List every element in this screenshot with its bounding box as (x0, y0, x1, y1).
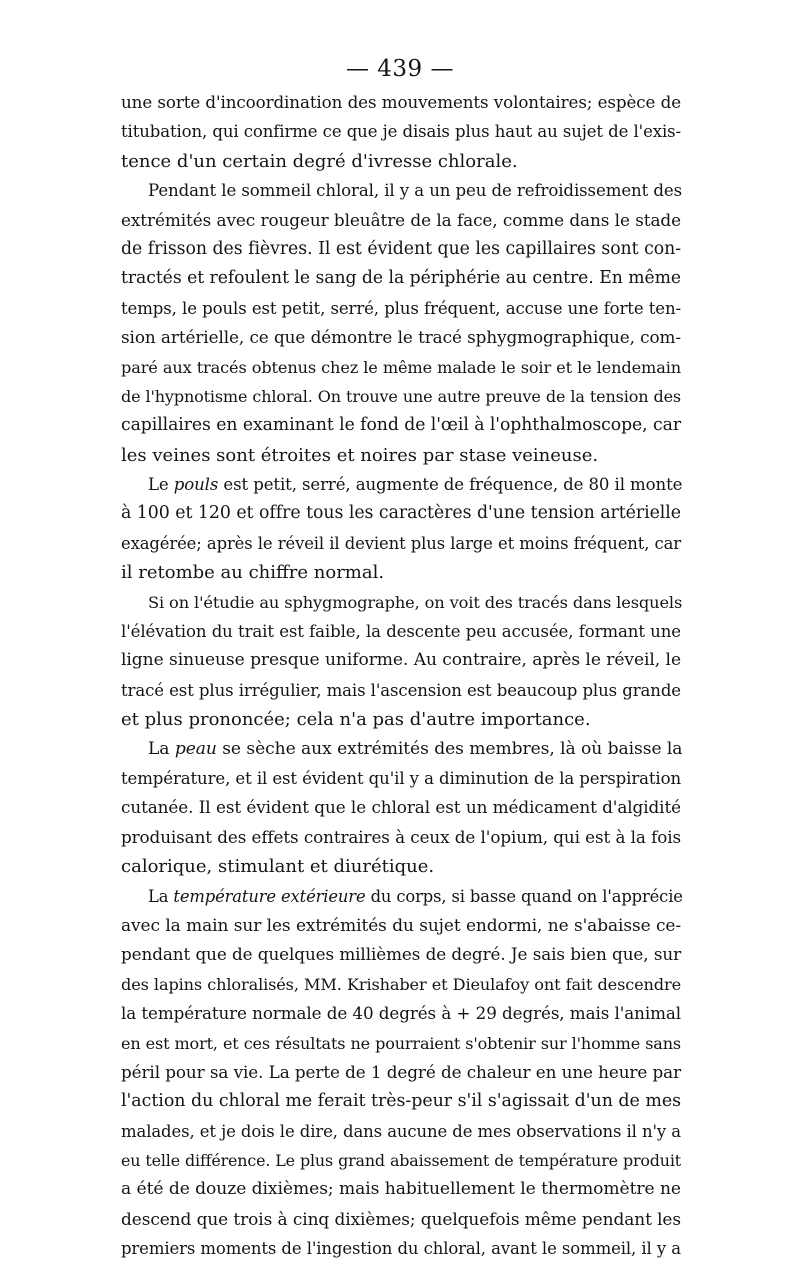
text-line: tracé est plus irrégulier, mais l'ascension est beaucoup plus grande (121, 680, 681, 700)
text-line: de l'hypnotisme chloral. On trouve une autre preuve de la tension des (121, 386, 681, 406)
text-line: il retombe au chiffre normal. (121, 562, 385, 584)
paragraph-first-line (121, 470, 681, 499)
text-line: des lapins chloralisés, MM. Krishaber et Dieulafoy ont fait descendre (121, 974, 681, 994)
text-run: du corps, si basse quand on l'apprécie (365, 886, 683, 906)
text-line: capillaires en examinant le fond de l'œil à l'ophthalmoscope, car (121, 415, 681, 436)
text-line: titubation, qui confirme ce que je disais plus haut au sujet de l'exis- (121, 122, 681, 142)
paragraph-first-line (121, 882, 681, 911)
text-line: pendant que de quelques millièmes de degré. Je sais bien que, sur (121, 944, 681, 965)
text-line: extrémités avec rougeur bleuâtre de la face, comme dans le stade (121, 209, 681, 230)
text-line: en est mort, et ces résultats ne pourraient s'obtenir sur l'homme sans (121, 1033, 681, 1053)
text-line: cutanée. Il est évident que le chloral est un médicament d'algidité (121, 797, 681, 818)
text-run: La (148, 886, 174, 906)
text-line: calorique, stimulant et diurétique. (121, 856, 435, 878)
text-line: malades, et je dois le dire, dans aucune de mes observations il n'y a (121, 1121, 681, 1141)
text-line: de frisson des fièvres. Il est évident que les capillaires sont con- (121, 238, 681, 259)
text-line: péril pour sa vie. La perte de 1 degré de chaleur en une heure par (121, 1061, 681, 1082)
text-line: tractés et refoulent le sang de la périphérie au centre. En même (121, 268, 681, 289)
emphasized-term: température extérieure (173, 886, 366, 906)
emphasized-term: pouls (173, 475, 219, 495)
page-number: — 439 — (345, 56, 455, 82)
emphasized-term: peau (174, 738, 217, 759)
text-line: produisant des effets contraires à ceux de l'opium, qui est à la fois (121, 826, 681, 847)
text-line: une sorte d'incoordination des mouvements volontaires; espèce de (121, 92, 681, 112)
text-line: l'élévation du trait est faible, la descente peu accusée, formant une (121, 622, 681, 642)
text-line: premiers moments de l'ingestion du chloral, avant le sommeil, il y a (121, 1239, 681, 1259)
text-line: tence d'un certain degré d'ivresse chlorale. (121, 150, 518, 172)
paragraph-first-line: Si on l'étudie au sphygmographe, on voit des tracés dans lesquels (148, 592, 683, 612)
text-line: la température normale de 40 degrés à + 29 degrés, mais l'animal (121, 1003, 681, 1024)
text-line: température, et il est évident qu'il y a diminution de la perspiration (121, 768, 681, 788)
text-run: La (148, 738, 175, 759)
text-run: se sèche aux extrémités des membres, là où baisse la (216, 738, 683, 759)
text-line: et plus prononcée; cela n'a pas d'autre importance. (121, 709, 591, 731)
text-line: eu telle différence. Le plus grand abaissement de température produit (121, 1151, 681, 1171)
text-line: a été de douze dixièmes; mais habituellement le thermomètre ne (121, 1179, 681, 1200)
text-line: exagérée; après le réveil il devient plus large et moins fréquent, car (121, 533, 681, 553)
text-line: sion artérielle, ce que démontre le tracé sphygmographique, com- (121, 327, 681, 348)
text-line: avec la main sur les extrémités du sujet endormi, ne s'abaisse ce- (121, 914, 681, 935)
text-line: à 100 et 120 et offre tous les caractères d'une tension artérielle (121, 503, 681, 524)
text-line: temps, le pouls est petit, serré, plus fréquent, accuse une forte ten- (121, 298, 681, 318)
text-line: descend que trois à cinq dixièmes; quelquefois même pendant les (121, 1208, 681, 1229)
text-line: les veines sont étroites et noires par stase veineuse. (121, 444, 599, 466)
paragraph-first-line (121, 735, 681, 764)
text-run: est petit, serré, augmente de fréquence, de 80 il monte (218, 475, 683, 495)
body-text (121, 88, 681, 1264)
text-line: l'action du chloral me ferait très-peur s'il s'agissait d'un de mes (121, 1091, 681, 1112)
text-run: Le (148, 475, 174, 495)
text-line: ligne sinueuse presque uniforme. Au contraire, après le réveil, le (121, 650, 681, 671)
text-line: paré aux tracés obtenus chez le même malade le soir et le lendemain (121, 357, 681, 377)
paragraph-first-line: Pendant le sommeil chloral, il y a un peu de refroidissement des (148, 181, 683, 201)
